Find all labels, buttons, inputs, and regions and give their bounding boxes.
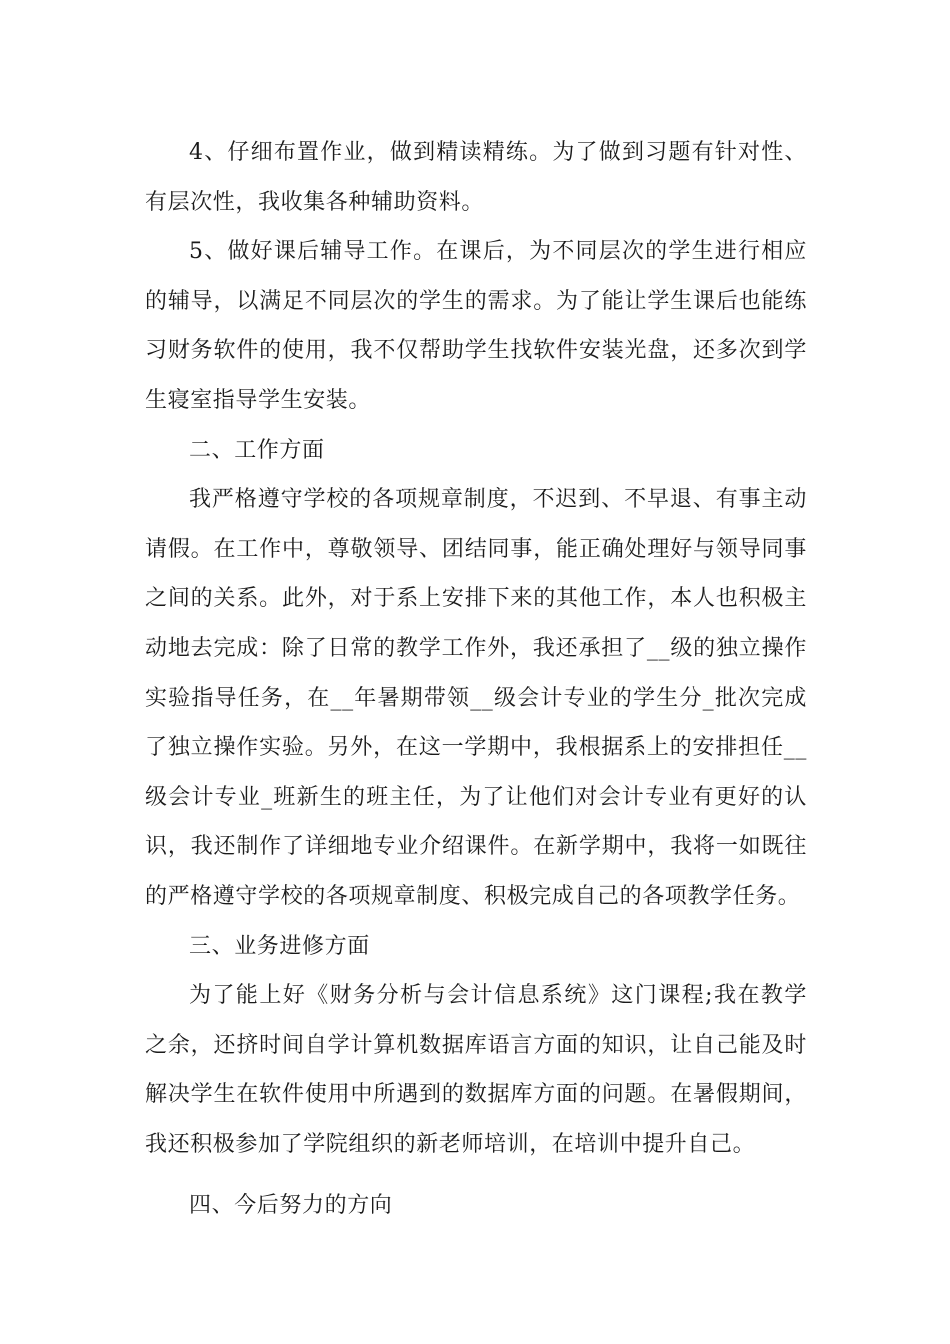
paragraph-item-4: 4、仔细布置作业，做到精读精练。为了做到习题有针对性、有层次性，我收集各种辅助资料。 bbox=[145, 140, 807, 215]
paragraph-work: 我严格遵守学校的各项规章制度，不迟到、不早退、有事主动请假。在工作中，尊敬领导、团结同事，能正确处理好与领导同事之间的关系。此外，对于系上安排下来的其他工作，本人也积极主动地去完成：除了日常的教学工作外，我还承担了__级的独立操作实验指导任务，在__年暑期带领__级会计专业的学生分_批次完成了独立操作实验。另外，在这一学期中，我根据系上的安排担任__级会计专业_班新生的班主任，为了让他们对会计专业有更好的认识，我还制作了详细地专业介绍课件。在新学期中，我将一如既往的严格遵守学校的各项规章制度、积极完成自己的各项教学任务。 bbox=[145, 487, 807, 909]
section-heading-future: 四、今后努力的方向 bbox=[189, 1193, 393, 1219]
paragraph-study: 为了能上好《财务分析与会计信息系统》这门课程;我在教学之余，还挤时间自学计算机数据库语言方面的知识，让自己能及时解决学生在软件使用中所遇到的数据库方面的问题。在暑假期间，我还积极参加了学院组织的新老师培训，在培训中提升自己。 bbox=[145, 983, 807, 1157]
paragraph-item-5: 5、做好课后辅导工作。在课后，为不同层次的学生进行相应的辅导，以满足不同层次的学生的需求。为了能让学生课后也能练习财务软件的使用，我不仅帮助学生找软件安装光盘，还多次到学生寝室指导学生安装。 bbox=[145, 239, 807, 413]
document-body bbox=[145, 128, 807, 1231]
section-heading-study: 三、业务进修方面 bbox=[189, 933, 370, 959]
section-heading-work: 二、工作方面 bbox=[189, 437, 325, 463]
